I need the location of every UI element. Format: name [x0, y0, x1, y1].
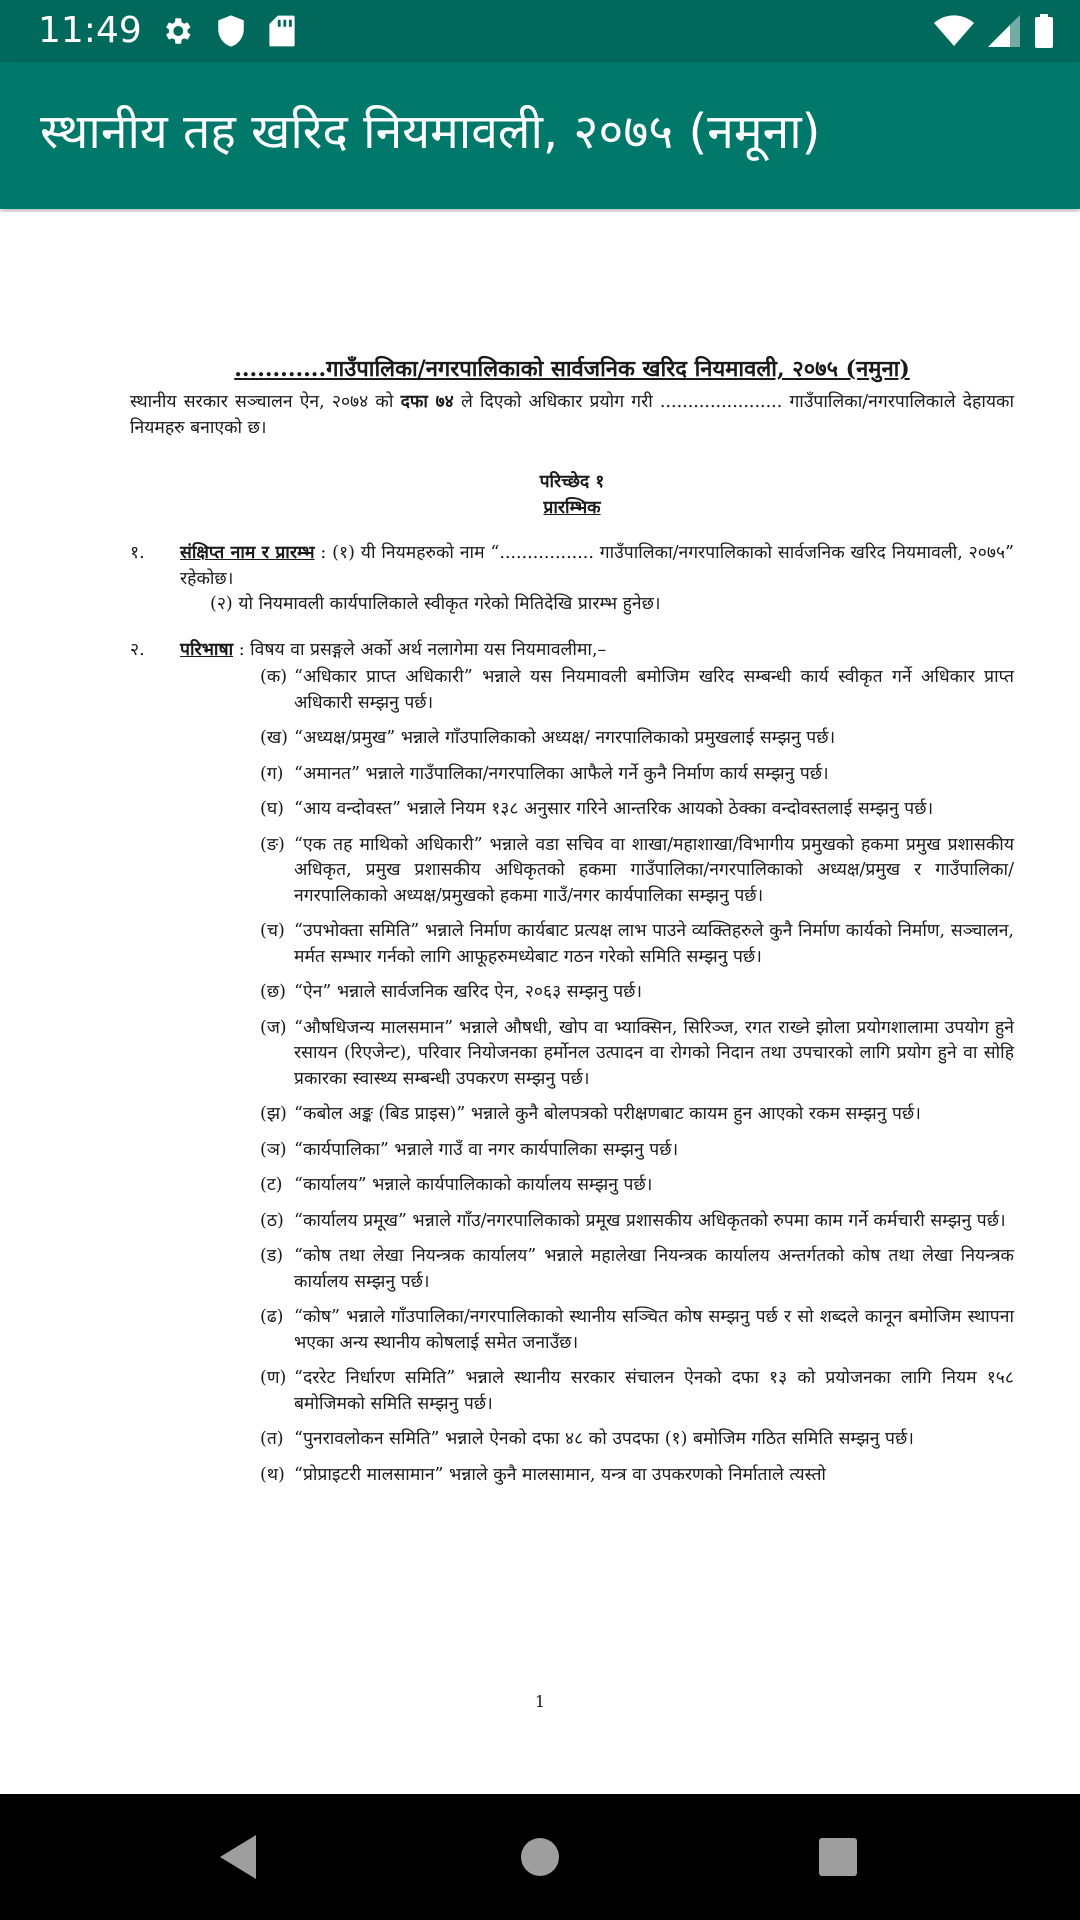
clause-text: “ऐन” भन्नाले सार्वजनिक खरिद ऐन, २०६३ सम्झनु पर्छ। [294, 982, 643, 1002]
clause-nya [260, 1138, 1014, 1164]
clause-gha [260, 797, 1014, 823]
clause-ka [260, 665, 1014, 716]
clause-text: “कार्यपालिका” भन्नाले गाउँ वा नगर कार्यपालिका सम्झनु पर्छ। [294, 1139, 679, 1160]
preamble [130, 390, 1014, 441]
recents-button[interactable] [808, 1827, 868, 1887]
shield-icon [216, 14, 246, 48]
section-1-text: : (१) यी नियमहरुको नाम “................. गाउँपालिका/नगरपालिकाको सार्वजनिक खरिद नियमावली, २०७५” रहेकोछ। [180, 543, 1014, 589]
clause-label: (ङ) [260, 834, 285, 855]
clause-nga [260, 833, 1014, 910]
clause-label: (छ) [260, 982, 286, 1002]
preamble-text-b: ले दिएको अधिकार प्रयोग गरी ...................... गाउँपालिका/नगरपालिकाले देहायका नियमहरु बनाएको छ। [130, 392, 1014, 438]
clause-label: (ख) [260, 728, 288, 748]
clause-da [260, 1244, 1014, 1295]
back-button[interactable] [208, 1827, 268, 1887]
clause-label: (ग) [260, 763, 284, 784]
clause-dha [260, 1305, 1014, 1356]
clause-text: “आय वन्दोवस्त” भन्नाले नियम १३८ अनुसार गरिने आन्तरिक आयको ठेक्का वन्दोवस्तलाई सम्झनु पर्छ। [294, 799, 934, 819]
back-icon [216, 1833, 260, 1881]
app-title: स्थानीय तह खरिद नियमावली, २०७५ (नमूना) [40, 104, 821, 160]
home-icon [520, 1837, 560, 1877]
wifi-icon [934, 15, 974, 47]
clause-text: “कोष” भन्नाले गाँउपालिका/नगरपालिकाको स्थानीय सञ्चित कोष सम्झनु पर्छ र सो शब्दले कानून बमोजिम स्थापना भएका अन्य स्थानीय कोषलाई समेत जनाउँछ। [294, 1307, 1014, 1353]
signal-icon [988, 15, 1020, 47]
clause-label: (च) [260, 921, 285, 941]
clause-text: “अमानत” भन्नाले गाउँपालिका/नगरपालिका आफैले गर्ने कुनै निर्माण कार्य सम्झनु पर्छ। [294, 763, 829, 784]
clause-kha [260, 726, 1014, 752]
clause-label: (ञ) [260, 1139, 287, 1160]
section-1-number: १. [130, 543, 145, 563]
clause-ta2 [260, 1427, 1014, 1453]
chapter-heading [130, 469, 1014, 521]
clause-ja [260, 1016, 1014, 1093]
clause-text: “अध्यक्ष/प्रमुख” भन्नाले गाँउपालिकाको अध्यक्ष/ नगरपालिकाको प्रमुखलाई सम्झनु पर्छ। [294, 728, 836, 748]
status-notification-icons [160, 14, 296, 48]
section-1-body [180, 541, 1014, 592]
document-content [130, 354, 1014, 1498]
status-bar [0, 0, 1080, 62]
clause-label: (ट) [260, 1175, 283, 1195]
clause-ga [260, 762, 1014, 788]
clause-text: “प्रोप्राइटरी मालसामान” भन्नाले कुनै मालसामान, यन्त्र वा उपकरणको निर्माताले त्यस्तो [294, 1464, 826, 1485]
section-1-subclause: (२) यो नियमावली कार्यपालिकाले स्वीकृत गरेको मितिदेखि प्रारम्भ हुनेछ। [210, 594, 661, 614]
sd-card-icon [268, 14, 296, 48]
status-time: 11:49 [38, 10, 142, 51]
definition-clauses [260, 665, 1014, 1488]
clause-text: “अधिकार प्राप्त अधिकारी” भन्नाले यस नियमावली बमोजिम खरिद सम्बन्धी कार्य स्वीकृत गर्ने अधिकार प्राप्त अधिकारी सम्झनु पर्छ। [294, 667, 1014, 713]
chapter-number: परिच्छेद १ [539, 472, 605, 492]
clause-na [260, 1366, 1014, 1417]
clause-label: (झ) [260, 1104, 287, 1124]
clause-ta [260, 1173, 1014, 1199]
clause-cha [260, 919, 1014, 970]
app-bar [0, 62, 1080, 209]
clause-tha2 [260, 1463, 1014, 1489]
clause-label: (ण) [260, 1368, 287, 1388]
clause-text: “एक तह माथिको अधिकारी” भन्नाले वडा सचिव वा शाखा/महाशाखा/विभागीय प्रमुखको हकमा प्रमुख प्रशासकीय अधिकृत, प्रमुख प्रशासकीय अधिकृतको हकमा गाउँपालिका/नगरपालिकाको अध्यक्ष/प्रमुख र गाउँपालिका/नगरपालिकाको अध्यक्ष/प्रमुखको हकमा गाउँ/नगर कार्यपालिका सम्झनु पर्छ। [294, 834, 1014, 906]
clause-text: “कार्यालय” भन्नाले कार्यपालिकाको कार्यालय सम्झनु पर्छ। [294, 1175, 653, 1195]
document-title: ............गाउँपालिका/नगरपालिकाको सार्वजनिक खरिद नियमावली, २०७५ (नमुना) [234, 356, 910, 382]
section-2-number: २. [130, 639, 145, 660]
clause-label: (क) [260, 667, 288, 687]
clause-label: (त) [260, 1429, 284, 1449]
home-button[interactable] [510, 1827, 570, 1887]
battery-icon [1034, 14, 1054, 48]
preamble-bold: दफा ७४ [400, 392, 454, 412]
clause-text: “कोष तथा लेखा नियन्त्रक कार्यालय” भन्नाले महालेखा नियन्त्रक कार्यालय अन्तर्गतको कोष तथा लेखा नियन्त्रक कार्यालय सम्झनु पर्छ। [294, 1246, 1014, 1292]
pdf-page[interactable] [0, 212, 1080, 1794]
section-2-heading: परिभाषा [180, 639, 234, 660]
clause-label: (थ) [260, 1464, 285, 1485]
preamble-text-a: स्थानीय सरकार सञ्चालन ऐन, २०७४ को [130, 392, 401, 412]
clause-text: “कबोल अङ्क (बिड प्राइस)” भन्नाले कुनै बोलपत्रको परीक्षणबाट कायम हुन आएको रकम सम्झनु पर्छ। [294, 1104, 921, 1124]
section-2-body [180, 638, 1014, 664]
navigation-bar [0, 1794, 1080, 1920]
clause-text: “औषधिजन्य मालसमान” भन्नाले औषधी, खोप वा भ्याक्सिन, सिरिञ्ज, रगत राख्ने झोला प्रयोगशालामा उपयोग हुने रसायन (रिएजेन्ट), परिवार नियोजनका हर्मोनल उत्पादन वा रोगको निदान तथा उपचारको लागि प्रयोग हुने वा सोहि प्रकारका स्वास्थ्य सम्बन्धी उपकरण सम्झनु पर्छ। [294, 1017, 1014, 1089]
clause-text: “कार्यालय प्रमूख” भन्नाले गाँउ/नगरपालिकाको प्रमूख प्रशासकीय अधिकृतको रुपमा काम गर्ने कर्मचारी सम्झनु पर्छ। [294, 1210, 1006, 1231]
clause-text: “दररेट निर्धारण समिति” भन्नाले स्थानीय सरकार संचालन ऐनको दफा १३ को प्रयोजनका लागि नियम १५८ बमोजिमको समिति सम्झनु पर्छ। [294, 1368, 1014, 1414]
section-1 [130, 541, 1014, 592]
clause-label: (घ) [260, 799, 284, 819]
clause-tha [260, 1209, 1014, 1235]
clause-label: (ज) [260, 1017, 287, 1038]
clause-text: “पुनरावलोकन समिति” भन्नाले ऐनको दफा ४८ को उपदफा (१) बमोजिम गठित समिति सम्झनु पर्छ। [294, 1429, 914, 1449]
clause-label: (ठ) [260, 1210, 284, 1231]
clause-jha [260, 1102, 1014, 1128]
page-number: 1 [534, 1692, 546, 1711]
section-2-text: : विषय वा प्रसङ्गले अर्को अर्थ नलागेमा यस नियमावलीमा,– [233, 639, 607, 660]
status-system-icons [934, 14, 1054, 48]
recents-icon [818, 1837, 858, 1877]
section-1-heading: संक्षिप्त नाम र प्रारम्भ [180, 543, 315, 563]
gear-icon [160, 14, 194, 48]
clause-label: (ड) [260, 1246, 284, 1266]
clause-text: “उपभोक्ता समिति” भन्नाले निर्माण कार्यबाट प्रत्यक्ष लाभ पाउने व्यक्तिहरुले कुनै निर्माण कार्यको निर्माण, सञ्चालन, मर्मत सम्भार गर्नको लागि आफूहरुमध्येबाट गठन गरेको समिति सम्झनु पर्छ। [294, 921, 1014, 967]
clause-label: (ढ) [260, 1307, 284, 1327]
clause-chha [260, 980, 1014, 1006]
section-2 [130, 638, 1014, 664]
chapter-name: प्रारम्भिक [543, 498, 601, 518]
